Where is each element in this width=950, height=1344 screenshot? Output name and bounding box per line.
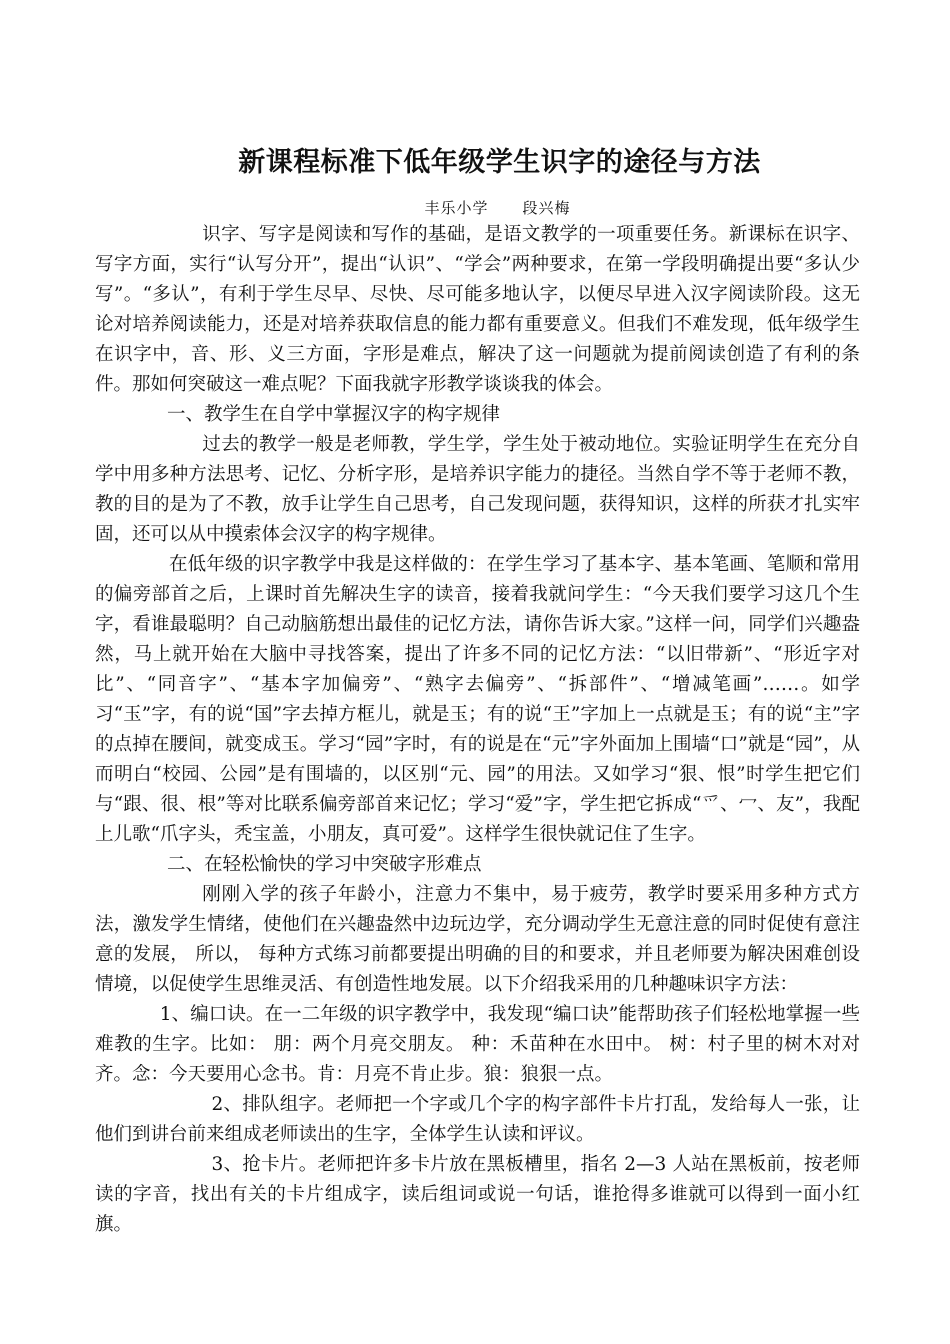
intro-paragraph: 识字、写字是阅读和写作的基础，是语文教学的一项重要任务。新课标在识字、写字方面，实行“认写分开”，提出“认识”、“学会”两种要求，在第一学段明确提出要“多认少写”。“多认”，有利于学生尽早、尽快、尽可能多地认字，以便尽早进入汉字阅读阶段。这无论对培养阅读能力，还是对培养获取信息的能力都有重要意义。但我们不难发现，低年级学生在识字中，音、形、义三方面，字形是难点，解决了这一问题就为提前阅读创造了有利的条件。那如何突破这一难点呢？下面我就字形教学谈谈我的体会。 [95, 224, 860, 395]
section-1-paragraph-1: 过去的教学一般是老师教，学生学，学生处于被动地位。实验证明学生在充分自学中用多种方法思考、记忆、分析字形，是培养识字能力的捷径。当然自学不等于老师不教，教的目的是为了不教，放手让学生自己思考，自己发现问题，获得知识，这样的所获才扎实牢固，还可以从中摸索体会汉字的构字规律。 [95, 434, 860, 545]
section-1-paragraph-2: 在低年级的识字教学中我是这样做的：在学生学习了基本字、基本笔画、笔顺和常用的偏旁部首之后，上课时首先解决生字的读音，接着我就问学生：“今天我们要学习这几个生字，看谁最聪明？自己动脑筋想出最佳的记忆方法，请你告诉大家。”这样一问，同学们兴趣盎然，马上就开始在大脑中寻找答案，提出了许多不同的记忆方法：“以旧带新”、“形近字对比”、“同音字”、“基本字加偏旁”、“熟字去偏旁”、“拆部件”、“增减笔画”……。如学习“玉”字，有的说“国”字去掉方框儿，就是玉；有的说“王”字加上一点就是玉；有的说“主”字的点掉在腰间，就变成玉。学习“园”字时，有的说是在“元”字外面加上围墙“口”就是“园”，从而明白“校园、公园”是有围墙的，以区别“元、园”的用法。又如学习“狠、恨”时学生把它们与“跟、很、根”等对比联系偏旁部首来记忆；学习“爱”字，学生把它拆成“爫、冖、友”，我配上儿歌“爪字头，秃宝盖，小朋友，真可爱”。这样学生很快就记住了生字。 [95, 554, 860, 845]
author-name: 段兴梅 [522, 199, 571, 217]
method-item-1: 1、编口诀。在一二年级的识字教学中，我发现“编口诀”能帮助孩子们轻松地掌握一些难教的生字。比如： 朋：两个月亮交朋友。 种：禾苗种在水田中。 树：村子里的树木对对齐。念：今天要用心念书。肯：月亮不肯止步。狼：狼狠一点。 [95, 1004, 860, 1085]
section-2-paragraph-1: 刚刚入学的孩子年龄小，注意力不集中，易于疲劳，教学时要采用多种方式方法，激发学生情绪，使他们在兴趣盎然中边玩边学，充分调动学生无意注意的同时促使有意注意的发展， 所以， 每种方式练习前都要提出明确的目的和要求，并且老师要为解决困难创设情境，以促使学生思维灵活、有创造性地发展。以下介绍我采用的几种趣味识字方法： [95, 884, 860, 995]
method-item-2: 2、排队组字。老师把一个字或几个字的构字部件卡片打乱，发给每人一张，让他们到讲台前来组成老师读出的生字，全体学生认读和评议。 [95, 1094, 860, 1145]
author-line [115, 197, 880, 218]
method-item-3: 3、抢卡片。老师把许多卡片放在黑板槽里，指名 2—3 人站在黑板前，按老师读的字音，找出有关的卡片组成字，读后组词或说一句话，谁抢得多谁就可以得到一面小红旗。 [95, 1154, 860, 1235]
section-heading-1: 一、教学生在自学中掌握汉字的构字规律 [167, 404, 501, 425]
document-title: 新课程标准下低年级学生识字的途径与方法 [238, 147, 761, 178]
section-heading-2: 二、在轻松愉快的学习中突破字形难点 [167, 854, 482, 875]
author-school: 丰乐小学 [424, 199, 489, 217]
document-page [95, 140, 860, 1240]
